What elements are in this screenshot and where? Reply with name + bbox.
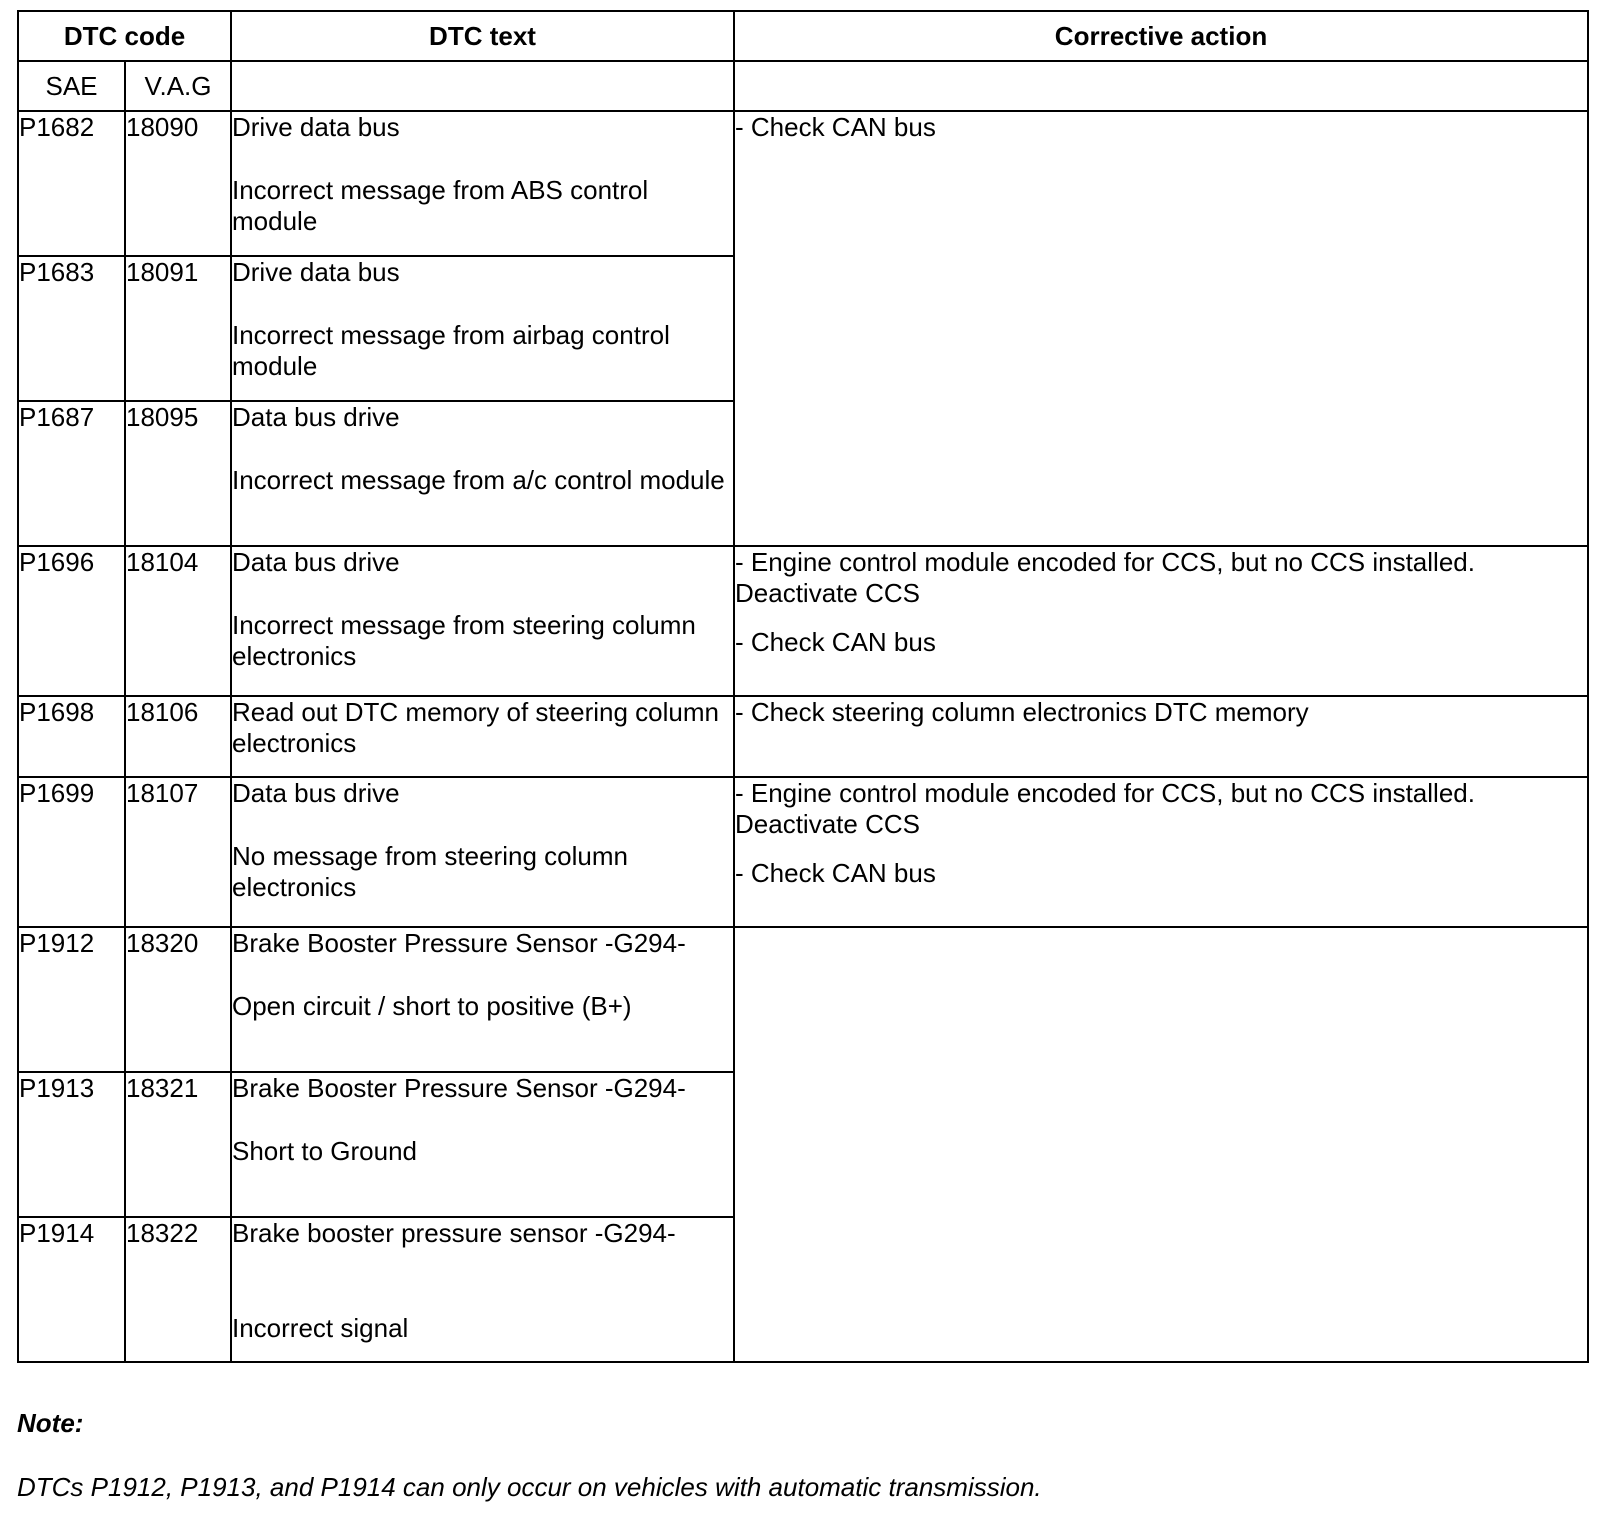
corrective-action-empty [734,927,1588,1362]
dtc-text-title: Data bus drive [232,402,400,432]
action-item: - Engine control module encoded for CCS, but no CCS installed. Deactivate CCS [735,778,1475,839]
vag-code: 18321 [125,1072,231,1217]
header-dtc-code: DTC code [18,11,231,61]
header-corrective-action: Corrective action [734,11,1588,61]
dtc-text-detail: Incorrect message from steering column electronics [232,610,696,671]
note-title: Note: [17,1408,84,1438]
vag-code: 18106 [125,696,231,777]
dtc-text-title: Data bus drive [232,547,400,577]
dtc-text [231,696,734,777]
dtc-text-title: Data bus drive [232,778,400,808]
table-row [18,927,1588,1072]
dtc-text [231,401,734,546]
table-row [18,111,1588,256]
dtc-text [231,777,734,927]
dtc-text-detail: Incorrect message from airbag control module [232,320,670,381]
dtc-text-detail: Incorrect message from a/c control module [232,465,725,495]
dtc-text-detail: No message from steering column electronics [232,841,628,902]
sae-code: P1696 [18,546,125,696]
sae-code: P1698 [18,696,125,777]
vag-code: 18091 [125,256,231,401]
dtc-text-title: Brake booster pressure sensor -G294- [232,1218,676,1248]
action-item: - Engine control module encoded for CCS, but no CCS installed. Deactivate CCS [735,547,1475,608]
subheader-empty-action [734,61,1588,111]
subheader-row [18,61,1588,111]
corrective-action [734,696,1588,777]
action-item: - Check steering column electronics DTC memory [735,697,1309,727]
sae-code: P1914 [18,1217,125,1362]
corrective-action [734,111,1588,546]
table-row [18,696,1588,777]
dtc-text [231,1072,734,1217]
subheader-empty-text [231,61,734,111]
dtc-text-title: Read out DTC memory of steering column electronics [232,697,719,758]
header-dtc-text: DTC text [231,11,734,61]
header-row [18,11,1588,61]
dtc-text [231,111,734,256]
sae-code: P1912 [18,927,125,1072]
action-item: - Check CAN bus [735,858,936,888]
action-item: - Check CAN bus [735,627,936,657]
subheader-sae: SAE [18,61,125,111]
corrective-action [734,546,1588,696]
subheader-vag: V.A.G [125,61,231,111]
action-item: - Check CAN bus [735,112,936,142]
sae-code: P1682 [18,111,125,256]
dtc-text [231,1217,734,1362]
vag-code: 18320 [125,927,231,1072]
vag-code: 18104 [125,546,231,696]
dtc-text-detail: Incorrect message from ABS control module [232,175,649,236]
vag-code: 18090 [125,111,231,256]
table-row [18,546,1588,696]
corrective-action [734,777,1588,927]
vag-code: 18322 [125,1217,231,1362]
sae-code: P1687 [18,401,125,546]
dtc-text [231,256,734,401]
dtc-text-title: Brake Booster Pressure Sensor -G294- [232,928,686,958]
dtc-text-title: Drive data bus [232,257,400,287]
dtc-text-title: Drive data bus [232,112,400,142]
dtc-text [231,927,734,1072]
dtc-text-detail: Open circuit / short to positive (B+) [232,991,632,1021]
table-row [18,777,1588,927]
dtc-table [17,10,1589,1363]
dtc-text-title: Brake Booster Pressure Sensor -G294- [232,1073,686,1103]
note-body: DTCs P1912, P1913, and P1914 can only occur on vehicles with automatic transmission. [17,1472,1042,1502]
vag-code: 18107 [125,777,231,927]
sae-code: P1683 [18,256,125,401]
sae-code: P1913 [18,1072,125,1217]
dtc-text-detail: Incorrect signal [232,1313,409,1343]
sae-code: P1699 [18,777,125,927]
vag-code: 18095 [125,401,231,546]
dtc-text-detail: Short to Ground [232,1136,417,1166]
dtc-text [231,546,734,696]
